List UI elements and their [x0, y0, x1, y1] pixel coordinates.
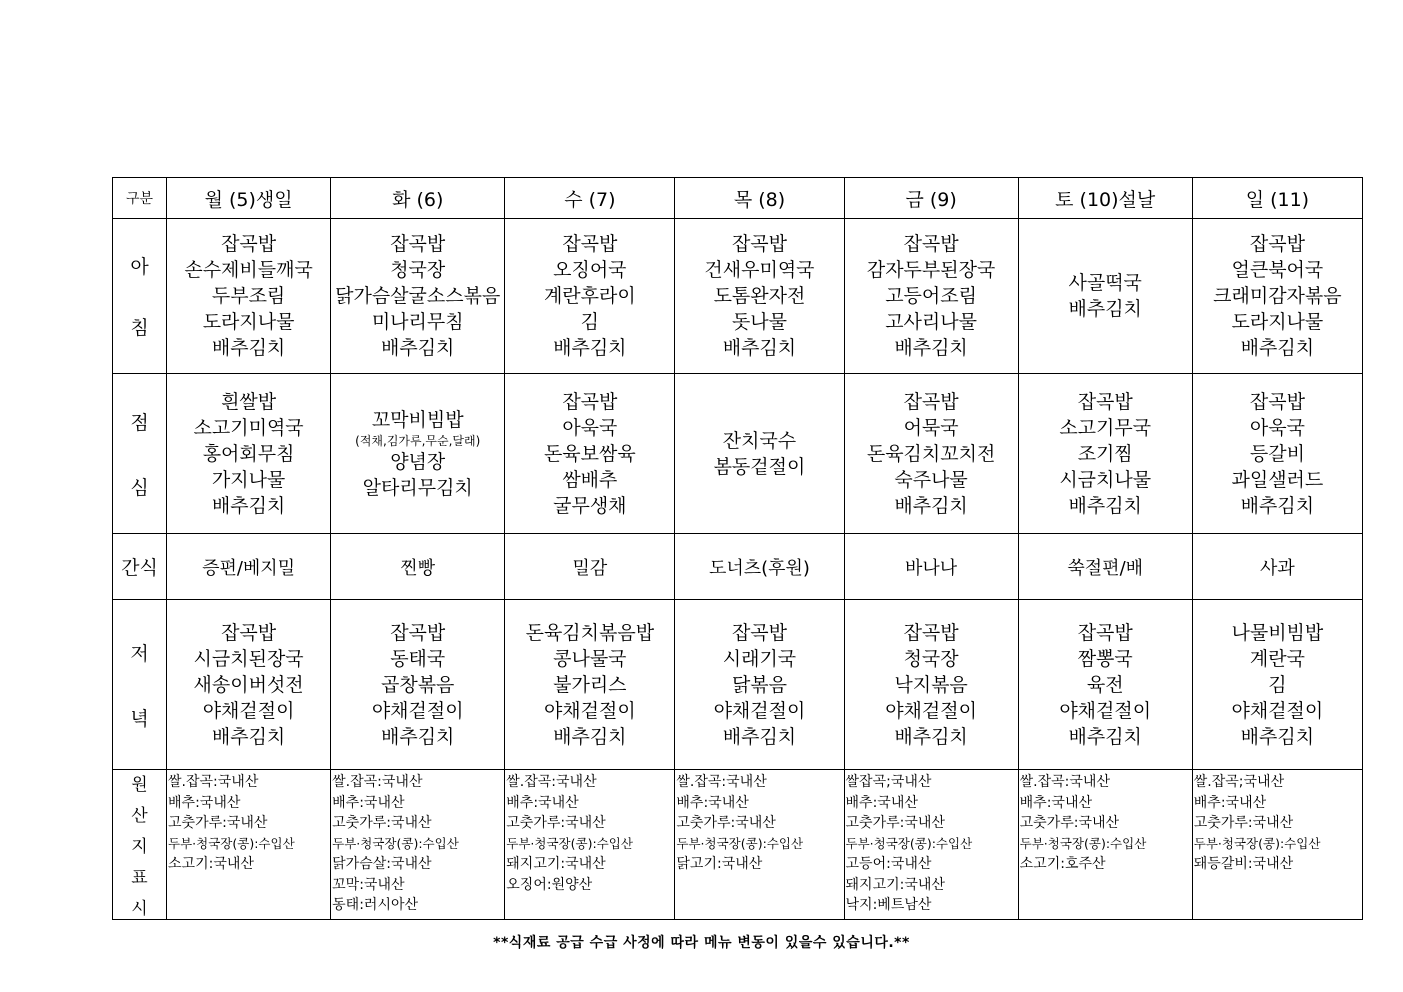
dish-item: 돈육보쌈육: [543, 442, 636, 465]
label-char: 심: [130, 476, 149, 499]
origin-item: 고춧가루:국내산: [506, 815, 606, 831]
menu-cell: [505, 219, 675, 374]
dish-item: 배추김치: [722, 337, 797, 359]
dinner-label: [113, 600, 167, 770]
menu-cell: [1192, 374, 1362, 534]
dish-item: 배추김치: [1240, 725, 1315, 748]
breakfast-label: [113, 219, 167, 374]
origin-item: 배추:국내산: [506, 794, 579, 811]
dish-item: 야채겉절이: [202, 699, 295, 722]
origin-item: 배추:국내산: [845, 794, 918, 811]
snack-label: [113, 534, 167, 600]
origin-item: 두부·청국장(콩):수입산: [332, 835, 459, 851]
dish-item: 닭가슴살굴소스볶음: [335, 285, 501, 307]
dish-item: 낙지볶음: [894, 673, 968, 696]
dish-item: 잡곡밥: [221, 621, 277, 644]
dish-item: 배추김치: [211, 725, 286, 748]
origin-item: 돼지고기:국내산: [845, 876, 945, 893]
dish-item: 배추김치: [553, 337, 627, 359]
origin-item: 두부·청국장(콩):수입산: [1019, 835, 1147, 851]
dish-item: 돗나물: [731, 311, 787, 333]
dish-item: 배추김치: [894, 337, 968, 359]
snack-cell: 사과: [1192, 534, 1362, 600]
menu-cell: [167, 600, 331, 770]
dish-item: 건새우미역국: [704, 259, 815, 281]
origin-item: 쌀.잡곡:국내산: [1019, 774, 1110, 790]
dish-item: 잡곡밥: [221, 233, 277, 255]
dish-item: 야채겉절이: [713, 699, 806, 722]
origin-item: 쌀.잡곡:국내산: [168, 774, 259, 790]
origin-item: 고춧가루:국내산: [845, 815, 945, 831]
day-header: 목 (8): [675, 178, 844, 219]
dish-item: 어묵국: [903, 416, 959, 439]
snack-cell: 밀감: [505, 534, 675, 600]
dish-item: 불가리스: [553, 673, 627, 696]
menu-cell: [844, 219, 1018, 374]
origin-item: 쌀.잡곡:국내산: [506, 774, 597, 790]
menu-cell: [844, 600, 1018, 770]
dish-item: 돈육김치볶음밥: [525, 621, 655, 644]
dish-item: 계란후라이: [543, 285, 636, 307]
lunch-row: [113, 374, 1363, 534]
dish-item: 시래기국: [722, 647, 797, 670]
origin-cell: [844, 770, 1018, 920]
dish-item: 도라지나물: [1231, 311, 1324, 333]
dish-item: 곱창볶음: [381, 673, 455, 696]
dish-item: 야채겉절이: [543, 699, 636, 722]
dinner-row: [113, 600, 1363, 770]
dish-item: 잔치국수: [722, 429, 797, 452]
dish-item: 잡곡밥: [731, 233, 787, 255]
origin-item: 고춧가루:국내산: [332, 815, 432, 831]
dish-item: 야채겉절이: [1059, 699, 1152, 722]
day-header: 금 (9): [844, 178, 1018, 219]
dish-item: 꼬막비빔밥: [371, 408, 464, 431]
dish-item: 배추김치: [211, 337, 286, 359]
origin-cell: [331, 770, 505, 920]
dish-item: 시금치된장국: [193, 647, 304, 670]
dish-item: 청국장: [903, 647, 959, 670]
dish-item: 배추김치: [894, 725, 968, 748]
dish-item: (적채,김가루,무순,달래): [355, 433, 481, 448]
dish-item: 가지나물: [211, 468, 286, 491]
menu-cell: [844, 374, 1018, 534]
menu-cell: [1018, 600, 1192, 770]
dish-item: 아욱국: [1249, 416, 1305, 439]
menu-cell: [505, 374, 675, 534]
origin-item: 배추:국내산: [1019, 794, 1092, 811]
dish-item: 계란국: [1249, 647, 1305, 670]
dish-item: 고등어조림: [885, 285, 977, 307]
dish-item: 잡곡밥: [1249, 233, 1305, 255]
day-header: 토 (10)설날: [1018, 178, 1192, 219]
label-char: 침: [130, 317, 149, 339]
dish-item: 감자두부된장국: [866, 259, 996, 281]
menu-cell: [1018, 219, 1192, 374]
origin-item: 배추:국내산: [168, 794, 241, 811]
origin-item: 고춧가루:국내산: [1019, 815, 1120, 831]
header-label: 구분: [113, 178, 167, 219]
snack-cell: 쑥절편/배: [1018, 534, 1192, 600]
dish-item: 잡곡밥: [903, 233, 959, 255]
origin-item: 동태:러시아산: [332, 897, 419, 913]
day-header: 월 (5)생일: [167, 178, 331, 219]
dish-item: 닭볶음: [731, 673, 787, 696]
dish-item: 김: [580, 311, 600, 333]
dish-item: 짬뽕국: [1077, 647, 1133, 670]
day-header: 수 (7): [505, 178, 675, 219]
dish-item: 배추김치: [553, 725, 627, 748]
dish-item: 동태국: [390, 647, 446, 670]
dish-item: 야채겉절이: [371, 699, 464, 722]
origin-item: 소고기:국내산: [168, 856, 254, 872]
dish-item: 등갈비: [1249, 442, 1305, 465]
origin-item: 낙지:베트남산: [845, 897, 932, 913]
dish-item: 야채겉절이: [885, 699, 977, 722]
dish-item: 두부조림: [211, 285, 286, 307]
dish-item: 굴무생채: [553, 494, 627, 517]
dish-item: 봄동겉절이: [713, 455, 806, 478]
dish-item: 배추김치: [722, 725, 797, 748]
label-char: 점: [130, 411, 149, 434]
menu-cell: [505, 600, 675, 770]
origin-cell: [1192, 770, 1362, 920]
dish-item: 크래미감자볶음: [1213, 285, 1342, 307]
dish-item: 홍어회무침: [202, 442, 295, 465]
dish-item: 배추김치: [1240, 337, 1315, 359]
origin-item: 두부·청국장(콩):수입산: [676, 835, 804, 851]
label-char: 시: [131, 899, 148, 919]
dish-item: 미나리무침: [371, 311, 464, 333]
origin-item: 배추:국내산: [332, 794, 405, 811]
dish-item: 배추김치: [211, 494, 286, 517]
dish-item: 잡곡밥: [903, 390, 959, 413]
menu-cell: [331, 600, 505, 770]
origin-item: 배추:국내산: [676, 794, 749, 811]
snack-cell: 증편/베지밀: [167, 534, 331, 600]
dish-item: 잡곡밥: [1077, 621, 1133, 644]
snack-row: [113, 534, 1363, 600]
day-header: 일 (11): [1192, 178, 1362, 219]
dish-item: 배추김치: [894, 494, 968, 517]
dish-item: 김: [1268, 673, 1287, 696]
dish-item: 육전: [1086, 673, 1124, 696]
dish-item: 잡곡밥: [390, 233, 446, 255]
origin-item: 고춧가루:국내산: [168, 815, 268, 831]
dish-item: 배추김치: [381, 337, 455, 359]
label-char: 녁: [130, 707, 149, 730]
dish-item: 흰쌀밥: [221, 390, 277, 413]
dish-item: 숙주나물: [894, 468, 968, 491]
origin-item: 돼지고기:국내산: [506, 856, 606, 872]
dish-item: 배추김치: [1068, 298, 1142, 320]
footnote: **식재료 공급 수급 사정에 따라 메뉴 변동이 있을수 있습니다.**: [493, 935, 910, 951]
dish-item: 배추김치: [1068, 725, 1142, 748]
dish-item: 배추김치: [1068, 494, 1142, 517]
menu-cell: [167, 374, 331, 534]
dish-item: 쌈배추: [562, 468, 618, 491]
dish-item: 잡곡밥: [903, 621, 959, 644]
breakfast-row: [113, 219, 1363, 374]
snack-cell: 도너츠(후원): [675, 534, 844, 600]
dish-item: 잡곡밥: [1077, 390, 1133, 413]
dish-item: 소고기무국: [1059, 416, 1152, 439]
snack-cell: 찐빵: [331, 534, 505, 600]
origin-item: 오징어:원양산: [506, 876, 593, 893]
origin-cell: [167, 770, 331, 920]
origin-item: 꼬막:국내산: [332, 876, 405, 893]
menu-cell: [167, 219, 331, 374]
dish-item: 사골떡국: [1068, 272, 1142, 294]
dish-item: 양념장: [390, 450, 446, 473]
origin-item: 두부·청국장(콩):수입산: [506, 835, 633, 851]
origin-item: 배추:국내산: [1193, 794, 1267, 811]
origin-label: [113, 770, 167, 920]
origin-item: 소고기:호주산: [1019, 856, 1106, 872]
origin-cell: [675, 770, 844, 920]
origin-item: 두부·청국장(콩):수입산: [168, 835, 295, 851]
origin-item: 고춧가루:국내산: [676, 815, 776, 831]
dish-item: 잡곡밥: [731, 621, 787, 644]
origin-cell: [505, 770, 675, 920]
origin-item: 쌀.잡곡:국내산: [332, 774, 423, 790]
origin-item: 쌀.잡곡:국내산: [676, 774, 767, 790]
dish-item: 배추김치: [381, 725, 455, 748]
dish-item: 새송이버섯전: [193, 673, 304, 696]
origin-item: 돼등갈비:국내산: [1193, 856, 1294, 872]
menu-cell: [331, 219, 505, 374]
origin-row: [113, 770, 1363, 920]
label-char: 간식: [121, 557, 158, 579]
dish-item: 오징어국: [553, 259, 627, 281]
dish-item: 잡곡밥: [562, 390, 618, 413]
menu-cell: [675, 219, 844, 374]
label-char: 저: [130, 642, 149, 665]
menu-cell: [1192, 600, 1362, 770]
menu-cell: [331, 374, 505, 534]
origin-item: 두부·청국장(콩):수입산: [1193, 835, 1321, 851]
menu-cell: [1018, 374, 1192, 534]
label-char: 원: [131, 775, 148, 795]
dish-item: 도톰완자전: [713, 285, 806, 307]
dish-item: 배추김치: [1240, 494, 1315, 517]
dish-item: 아욱국: [562, 416, 618, 439]
menu-cell: [675, 374, 844, 534]
dish-item: 청국장: [390, 259, 446, 281]
day-header: 화 (6): [331, 178, 505, 219]
origin-item: 고춧가루:국내산: [1193, 815, 1294, 831]
dish-item: 콩나물국: [553, 647, 627, 670]
origin-cell: [1018, 770, 1192, 920]
label-char: 산: [131, 806, 148, 826]
origin-item: 두부·청국장(콩):수입산: [845, 835, 973, 851]
dish-item: 잡곡밥: [390, 621, 446, 644]
label-char: 지: [131, 837, 148, 857]
menu-cell: [1192, 219, 1362, 374]
origin-item: 쌀잡곡;국내산: [845, 774, 932, 790]
snack-cell: 바나나: [844, 534, 1018, 600]
dish-item: 소고기미역국: [193, 416, 304, 439]
origin-item: 고등어:국내산: [845, 856, 932, 872]
label-char: 아: [130, 256, 149, 278]
weekly-menu-table: [112, 177, 1363, 920]
dish-item: 도라지나물: [202, 311, 295, 333]
origin-item: 쌀.잡곡;국내산: [1193, 774, 1285, 790]
dish-item: 야채겉절이: [1231, 699, 1324, 722]
dish-item: 나물비빔밥: [1231, 621, 1324, 644]
dish-item: 손수제비들깨국: [184, 259, 313, 281]
label-char: 표: [131, 868, 148, 888]
dish-item: 고사리나물: [885, 311, 977, 333]
lunch-label: [113, 374, 167, 534]
origin-item: 닭고기:국내산: [676, 856, 763, 872]
menu-cell: [675, 600, 844, 770]
dish-item: 얼큰북어국: [1231, 259, 1324, 281]
dish-item: 잡곡밥: [1249, 390, 1305, 413]
dish-item: 잡곡밥: [562, 233, 618, 255]
header-row: [113, 178, 1363, 219]
dish-item: 돈육김치꼬치전: [866, 442, 996, 465]
dish-item: 과일샐러드: [1231, 468, 1324, 491]
dish-item: 시금치나물: [1059, 468, 1152, 491]
origin-item: 닭가슴살:국내산: [332, 856, 432, 872]
dish-item: 알타리무김치: [362, 476, 473, 499]
dish-item: 조기찜: [1077, 442, 1133, 465]
